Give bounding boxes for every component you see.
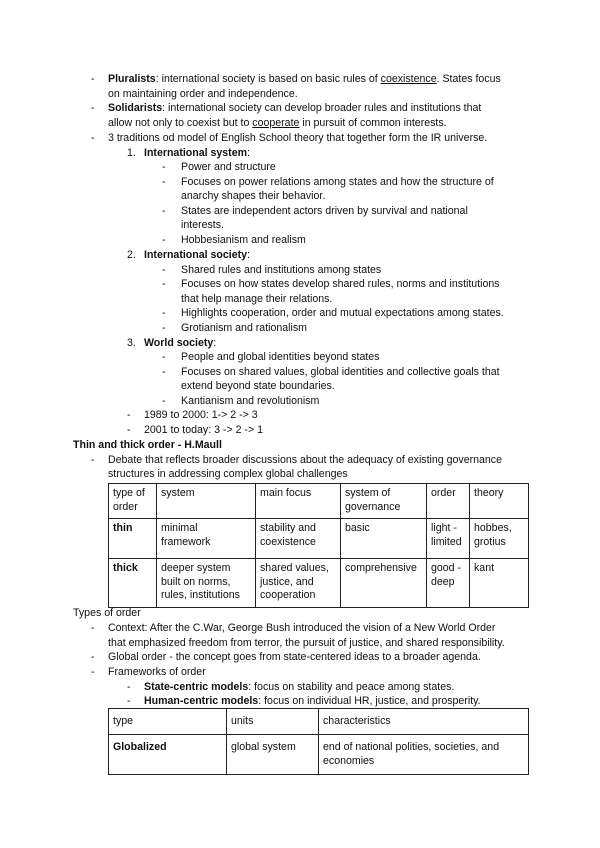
list-item: States are independent actors driven by survival and national	[181, 205, 468, 217]
traditions-intro: 3 traditions od model of English School theory that together form the IR universe.	[108, 132, 488, 144]
context-text: Context: After the C.War, George Bush introduced the vision of a New World Order	[108, 622, 496, 634]
bullet-dash: -	[91, 622, 95, 634]
tradition-heading-world-society	[144, 336, 216, 350]
table-cell: comprehensive	[341, 559, 427, 608]
bullet-dash: -	[162, 176, 166, 188]
types-table	[108, 708, 529, 775]
table-cell: light - limited	[427, 519, 470, 559]
table-header-cell: type of order	[109, 484, 157, 519]
table-cell: kant	[470, 559, 529, 608]
tradition-number: 2.	[127, 249, 136, 261]
bullet-dash: -	[162, 264, 166, 276]
list-item: Power and structure	[181, 161, 276, 173]
bullet-dash: -	[127, 424, 131, 436]
bullet-dash: -	[91, 73, 95, 85]
list-item-continuation: extend beyond state boundaries.	[181, 380, 335, 392]
pluralists-text: : international society is based on basic rules of	[155, 73, 381, 85]
table-header-cell: system of governance	[341, 484, 427, 519]
bullet-dash: -	[91, 454, 95, 466]
list-item-continuation: anarchy shapes their behavior.	[181, 190, 326, 202]
model-human-centric	[144, 694, 481, 708]
solidarists-term: Solidarists	[108, 102, 163, 114]
pluralists-paragraph	[108, 72, 501, 86]
bullet-dash: -	[91, 666, 95, 678]
bullet-dash: -	[162, 161, 166, 173]
global-order-text: Global order - the concept goes from state-centered ideas to a broader agenda.	[108, 651, 481, 663]
table-cell: stability and coexistence	[256, 519, 341, 559]
bullet-dash: -	[162, 322, 166, 334]
table-cell: good - deep	[427, 559, 470, 608]
tradition-colon: :	[247, 147, 250, 159]
table-cell: Globalized	[109, 735, 227, 775]
tradition-heading-international-society	[144, 248, 250, 262]
table-cell: minimal framework	[157, 519, 256, 559]
list-item: Grotianism and rationalism	[181, 322, 307, 334]
table-header-cell: main focus	[256, 484, 341, 519]
table-header-row	[109, 709, 529, 735]
list-item: Hobbesianism and realism	[181, 234, 306, 246]
bullet-dash: -	[162, 205, 166, 217]
table-cell: thin	[109, 519, 157, 559]
model-state-centric	[144, 680, 454, 694]
frameworks-text: Frameworks of order	[108, 666, 206, 678]
tradition-title: International society	[144, 249, 248, 261]
cooperate-keyword: cooperate	[252, 117, 300, 129]
bullet-dash: -	[127, 681, 131, 693]
bullet-dash: -	[91, 651, 95, 663]
table-cell: deeper system built on norms, rules, institutions	[157, 559, 256, 608]
bullet-dash: -	[162, 395, 166, 407]
model-term: State-centric models	[144, 681, 249, 693]
list-item: Shared rules and institutions among states	[181, 264, 382, 276]
list-item: Focuses on how states develop shared rules, norms and institutions	[181, 278, 500, 290]
table-header-cell: characteristics	[319, 709, 529, 735]
table-cell: shared values, justice, and cooperation	[256, 559, 341, 608]
tradition-title: International system	[144, 147, 248, 159]
bullet-dash: -	[162, 234, 166, 246]
solidarists-paragraph	[108, 101, 481, 115]
list-item: Highlights cooperation, order and mutual expectations among states.	[181, 307, 504, 319]
bullet-dash: -	[162, 307, 166, 319]
solidarists-continuation	[108, 116, 447, 130]
solidarists-cont-end: in pursuit of common interests.	[299, 117, 447, 129]
model-term: Human-centric models	[144, 695, 259, 707]
list-item: People and global identities beyond states	[181, 351, 380, 363]
debate-text: Debate that reflects broader discussions about the adequacy of existing governance	[108, 454, 502, 466]
list-item-continuation: that help manage their relations.	[181, 293, 333, 305]
tradition-colon: :	[213, 337, 217, 349]
bullet-dash: -	[162, 278, 166, 290]
types-heading: Types of order	[73, 607, 141, 619]
table-cell: basic	[341, 519, 427, 559]
table-row	[109, 519, 529, 559]
list-item: Focuses on shared values, global identities and collective goals that	[181, 366, 500, 378]
tradition-number: 1.	[127, 147, 136, 159]
timeline-item: 2001 to today: 3 -> 2 -> 1	[144, 424, 263, 436]
list-item-continuation: interests.	[181, 219, 224, 231]
table-header-cell: order	[427, 484, 470, 519]
table-header-cell: system	[157, 484, 256, 519]
solidarists-cont-text: allow not only to coexist but to	[108, 117, 253, 129]
debate-text-continuation: structures in addressing complex global challenges	[108, 468, 348, 480]
model-text: : focus on individual HR, justice, and prosperity.	[258, 695, 481, 707]
table-cell: hobbes, grotius	[470, 519, 529, 559]
list-item: Focuses on power relations among states and how the structure of	[181, 176, 494, 188]
timeline-item: 1989 to 2000: 1-> 2 -> 3	[144, 409, 258, 421]
solidarists-text: : international society can develop broader rules and institutions that	[162, 102, 482, 114]
list-item: Kantianism and revolutionism	[181, 395, 320, 407]
order-table	[108, 483, 529, 608]
tradition-number: 3.	[127, 337, 136, 349]
table-row	[109, 559, 529, 608]
table-header-cell: type	[109, 709, 227, 735]
bullet-dash: -	[91, 102, 95, 114]
bullet-dash: -	[162, 366, 166, 378]
pluralists-text-end: . States focus	[436, 73, 501, 85]
table-row	[109, 735, 529, 775]
bullet-dash: -	[91, 132, 95, 144]
table-header-cell: theory	[470, 484, 529, 519]
table-cell: global system	[227, 735, 319, 775]
thin-thick-heading: Thin and thick order - H.Maull	[73, 439, 222, 451]
model-text: : focus on stability and peace among states.	[248, 681, 455, 693]
bullet-dash: -	[127, 409, 131, 421]
bullet-dash: -	[162, 351, 166, 363]
table-header-cell: units	[227, 709, 319, 735]
table-cell: thick	[109, 559, 157, 608]
tradition-title: World society	[144, 337, 214, 349]
context-text-continuation: that emphasized freedom from terror, the pursuit of justice, and shared responsibility.	[108, 637, 505, 649]
coexistence-keyword: coexistence	[380, 73, 437, 85]
bullet-dash: -	[127, 695, 131, 707]
pluralists-continuation: on maintaining order and independence.	[108, 88, 298, 100]
table-cell: end of national polities, societies, and economies	[319, 735, 529, 775]
pluralists-term: Pluralists	[108, 73, 156, 85]
tradition-colon: :	[247, 249, 250, 261]
tradition-heading-international-system	[144, 146, 250, 160]
table-header-row	[109, 484, 529, 519]
